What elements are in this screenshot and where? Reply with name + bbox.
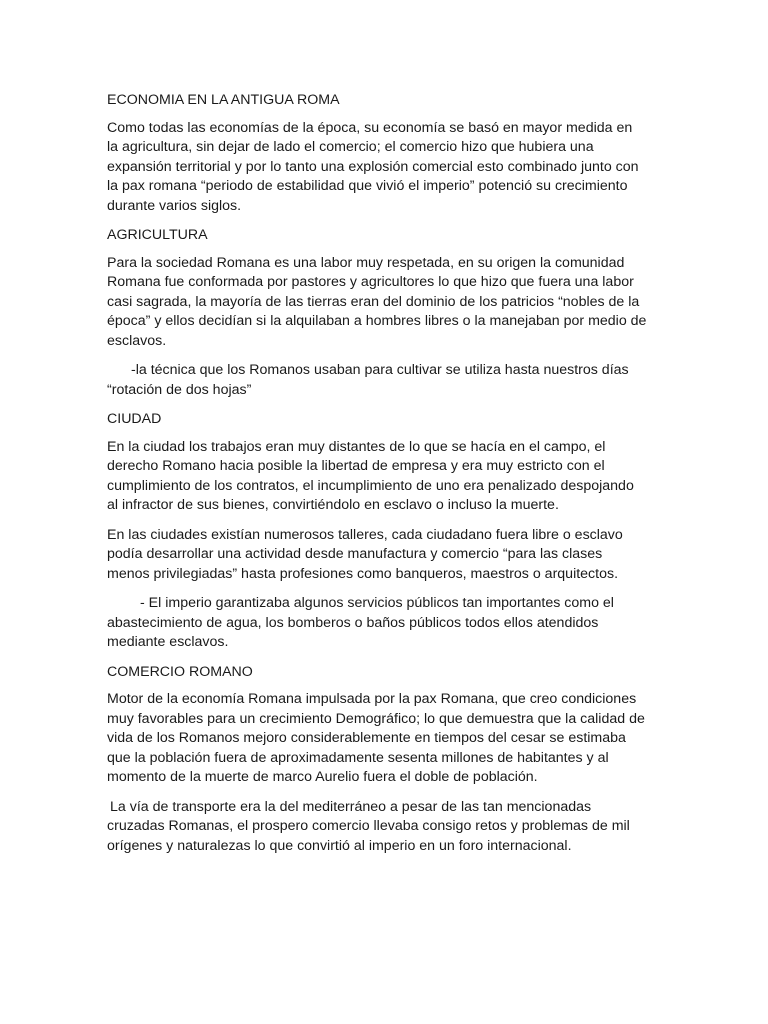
ciudad-paragraph-2: En las ciudades existían numerosos talleres, cada ciudadano fuera libre o esclavo podía desarrollar una actividad desde manufactura y comercio “para las clases menos privilegiadas” hasta profesiones como banqueros, maestros o arquitectos. xyxy=(107,526,623,582)
section-heading-agricultura: AGRICULTURA xyxy=(107,227,208,243)
agricultura-note: -la técnica que los Romanos usaban para cultivar se utiliza hasta nuestros días “rotación de dos hojas” xyxy=(107,362,629,398)
section-heading-comercio: COMERCIO ROMANO xyxy=(107,663,253,680)
intro-paragraph: Como todas las economías de la época, su economía se basó en mayor medida en la agricultura, sin dejar de lado el comercio; el comercio hizo que hubiera una expansión territorial y por lo tanto una explosión comercial esto combinado junto con la pax romana “periodo de estabilidad que vivió el imperio” potenció su crecimiento durante varios siglos. xyxy=(107,119,639,214)
ciudad-note: - El imperio garantizaba algunos servicios públicos tan importantes como el abastecimiento de agua, los bomberos o baños públicos todos ellos atendidos mediante esclavos. xyxy=(107,595,614,650)
document-title: ECONOMIA EN LA ANTIGUA ROMA xyxy=(107,92,340,108)
agricultura-paragraph: Para la sociedad Romana es una labor muy respetada, en su origen la comunidad Romana fue conformada por pastores y agricultores lo que hizo que fuera una labor casi sagrada, la mayoría de las tierras eran del dominio de los patricios “nobles de la época” y ellos decidían si la alquilaban a hombres libres o la manejaban por medio de esclavos. xyxy=(107,254,647,349)
comercio-paragraph-2: La vía de transporte era la del mediterráneo a pesar de las tan mencionadas cruzadas Romanas, el prospero comercio llevaba consigo retos y problemas de mil orígenes y naturalezas lo que convirtió al imperio en un foro internacional. xyxy=(107,798,630,854)
section-heading-ciudad: CIUDAD xyxy=(107,411,162,427)
comercio-paragraph-1: Motor de la economía Romana impulsada por la pax Romana, que creo condiciones muy favorables para un crecimiento Demográfico; lo que demuestra que la calidad de vida de los Romanos mejoro considerablemente en tiempos del cesar se estimaba que la población fuera de aproximadamente sesenta millones de habitantes y al momento de la muerte de marco Aurelio fuera el doble de población. xyxy=(107,691,645,785)
ciudad-paragraph-1: En la ciudad los trabajos eran muy distantes de lo que se hacía en el campo, el derecho Romano hacia posible la libertad de empresa y era muy estricto con el cumplimiento de los contratos, el incumplimiento de uno era penalizado despojando al infractor de sus bienes, convirtiéndolo en esclavo o incluso la muerte. xyxy=(107,438,634,513)
document-page xyxy=(107,91,647,866)
